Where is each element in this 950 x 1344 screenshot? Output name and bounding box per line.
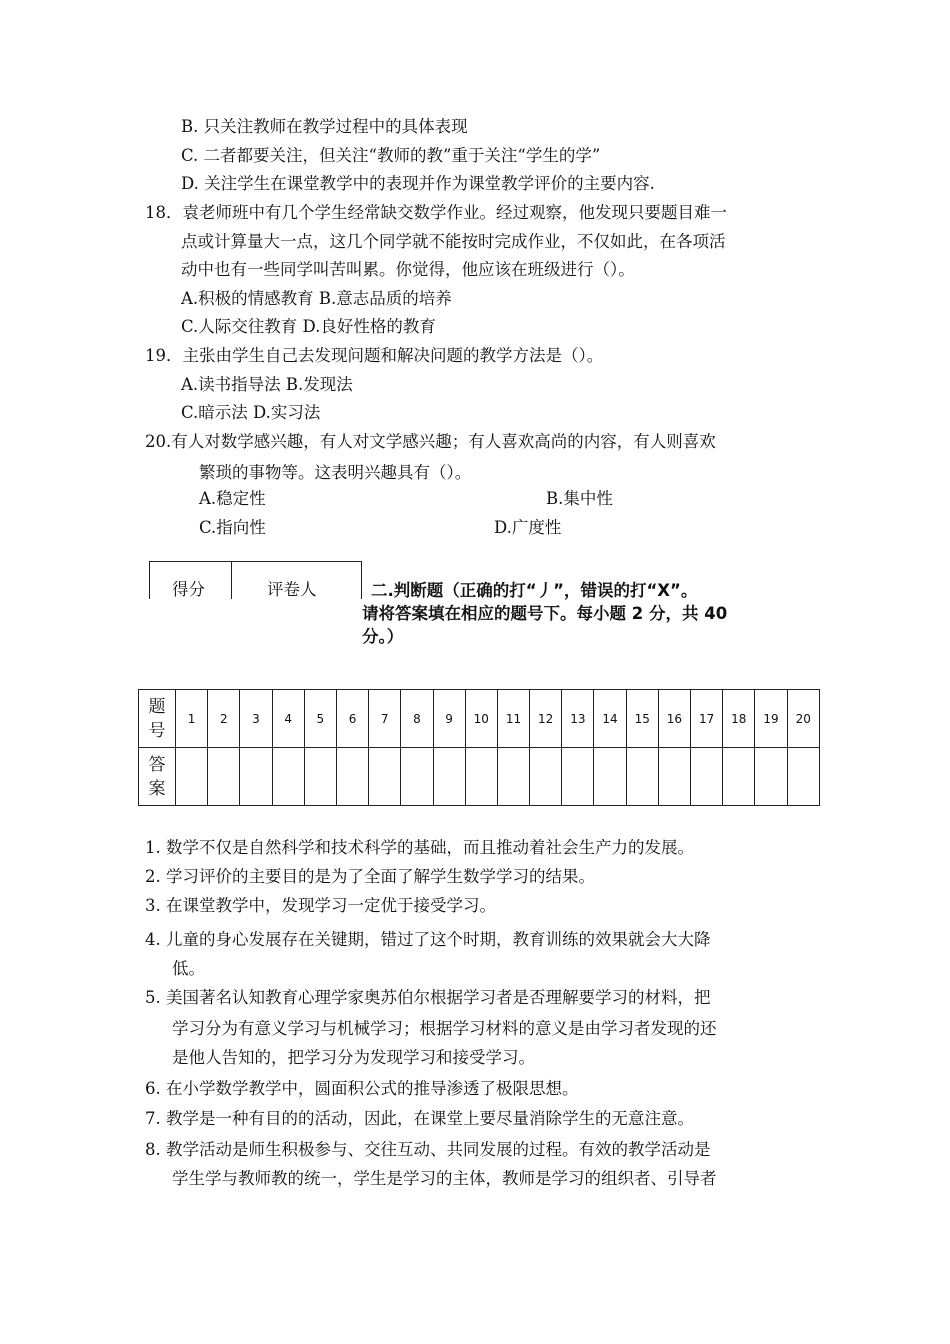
question-number-header	[139, 690, 176, 748]
grader-label: 评卷人	[267, 580, 317, 599]
answer-cell[interactable]	[465, 748, 497, 806]
q18-options-ab: A.积极的情感教育 B.意志品质的培养	[181, 289, 452, 308]
question-number-cell: 6	[336, 690, 368, 748]
q20-option-c: C.指向性	[199, 518, 266, 537]
answer-cell[interactable]	[369, 748, 401, 806]
answer-cell[interactable]	[691, 748, 723, 806]
score-label: 得分	[172, 580, 205, 599]
question-number-cell: 16	[658, 690, 690, 748]
question-number-cell: 19	[755, 690, 787, 748]
score-box-divider	[231, 562, 232, 599]
answer-cell[interactable]	[626, 748, 658, 806]
tf-question-5: 5. 美国著名认知教育心理学家奥苏伯尔根据学习者是否理解要学习的材料，把	[145, 988, 711, 1007]
question-number-cell: 9	[433, 690, 465, 748]
section2-title: 二.判断题（正确的打“丿”，错误的打“X”。	[371, 581, 698, 600]
answer-cell[interactable]	[723, 748, 755, 806]
q18-stem-line1: 18．袁老师班中有几个学生经常缺交数学作业。经过观察，他发现只要题目难一	[145, 203, 727, 222]
section2-instruction-cont: 分。）	[362, 627, 404, 646]
q17-option-d: D. 关注学生在课堂教学中的表现并作为课堂教学评价的主要内容.	[181, 174, 655, 193]
q17-option-b: B. 只关注教师在教学过程中的具体表现	[181, 117, 468, 136]
tf-question-1: 1. 数学不仅是自然科学和技术科学的基础，而且推动着社会生产力的发展。	[145, 838, 694, 857]
answer-cell[interactable]	[658, 748, 690, 806]
tf-question-5-cont: 学习分为有意义学习与机械学习；根据学习材料的意义是由学习者发现的还	[172, 1019, 717, 1038]
tf-question-2: 2. 学习评价的主要目的是为了全面了解学生数学学习的结果。	[145, 867, 595, 886]
tf-question-3: 3. 在课堂教学中，发现学习一定优于接受学习。	[145, 896, 496, 915]
q18-options-cd: C.人际交往教育 D.良好性格的教育	[181, 317, 436, 336]
question-number-cell: 2	[208, 690, 240, 748]
answer-cell[interactable]	[433, 748, 465, 806]
tf-question-8-cont: 学生学与教师教的统一，学生是学习的主体，教师是学习的组织者、引导者	[172, 1169, 717, 1188]
answer-cell[interactable]	[755, 748, 787, 806]
score-box	[149, 561, 362, 599]
question-number-cell: 15	[626, 690, 658, 748]
answer-row	[139, 748, 820, 806]
question-number-row	[139, 690, 820, 748]
q20-option-b: B.集中性	[546, 489, 613, 508]
tf-question-5-cont: 是他人告知的，把学习分为发现学习和接受学习。	[172, 1048, 535, 1067]
question-number-cell: 3	[240, 690, 272, 748]
q19-stem: 19．主张由学生自己去发现问题和解决问题的教学方法是（）。	[145, 346, 604, 365]
section2-instruction: 请将答案填在相应的题号下。每小题 2 分，共 40	[362, 604, 728, 623]
answer-cell[interactable]	[530, 748, 562, 806]
q17-option-c: C. 二者都要关注，但关注“教师的教”重于关注“学生的学”	[181, 146, 601, 165]
question-number-cell: 17	[691, 690, 723, 748]
header-char: 题	[148, 696, 166, 717]
tf-question-4: 4. 儿童的身心发展存在关键期，错过了这个时期，教育训练的效果就会大大降	[145, 930, 711, 949]
question-number-cell: 18	[723, 690, 755, 748]
q18-stem-line2: 点或计算量大一点，这几个同学就不能按时完成作业，不仅如此，在各项活	[181, 232, 726, 251]
answer-cell[interactable]	[272, 748, 304, 806]
question-number-cell: 20	[787, 690, 819, 748]
answer-cell[interactable]	[176, 748, 208, 806]
question-number-cell: 5	[304, 690, 336, 748]
header-char: 号	[148, 720, 166, 741]
answer-table	[138, 689, 820, 806]
q20-stem-line1: 20.有人对数学感兴趣，有人对文学感兴趣；有人喜欢高尚的内容，有人则喜欢	[145, 432, 716, 451]
answer-cell[interactable]	[401, 748, 433, 806]
question-number-cell: 8	[401, 690, 433, 748]
answer-cell[interactable]	[497, 748, 529, 806]
question-number-cell: 7	[369, 690, 401, 748]
tf-question-4-cont: 低。	[172, 959, 205, 978]
question-number-cell: 10	[465, 690, 497, 748]
answer-cell[interactable]	[336, 748, 368, 806]
q19-options-ab: A.读书指导法 B.发现法	[181, 375, 353, 394]
answer-cell[interactable]	[240, 748, 272, 806]
tf-question-8: 8. 教学活动是师生积极参与、交往互动、共同发展的过程。有效的教学活动是	[145, 1140, 711, 1159]
answer-cell[interactable]	[304, 748, 336, 806]
answer-cell[interactable]	[208, 748, 240, 806]
q18-stem-line3: 动中也有一些同学叫苦叫累。你觉得，他应该在班级进行（）。	[181, 260, 635, 279]
question-number-cell: 14	[594, 690, 626, 748]
answer-cell[interactable]	[594, 748, 626, 806]
header-char: 案	[148, 778, 166, 799]
question-number-cell: 4	[272, 690, 304, 748]
answer-cell[interactable]	[562, 748, 594, 806]
q19-options-cd: C.暗示法 D.实习法	[181, 403, 321, 422]
header-char: 答	[148, 754, 166, 775]
question-number-cell: 1	[176, 690, 208, 748]
answer-header	[139, 748, 176, 806]
question-number-cell: 11	[497, 690, 529, 748]
q20-option-a: A.稳定性	[199, 489, 266, 508]
question-number-cell: 13	[562, 690, 594, 748]
answer-cell[interactable]	[787, 748, 819, 806]
question-number-cell: 12	[530, 690, 562, 748]
tf-question-6: 6. 在小学数学教学中，圆面积公式的推导渗透了极限思想。	[145, 1079, 579, 1098]
q20-stem-line2: 繁琐的事物等。这表明兴趣具有（）。	[199, 463, 472, 482]
tf-question-7: 7. 教学是一种有目的的活动，因此，在课堂上要尽量消除学生的无意注意。	[145, 1109, 694, 1128]
q20-option-d: D.广度性	[494, 518, 562, 537]
